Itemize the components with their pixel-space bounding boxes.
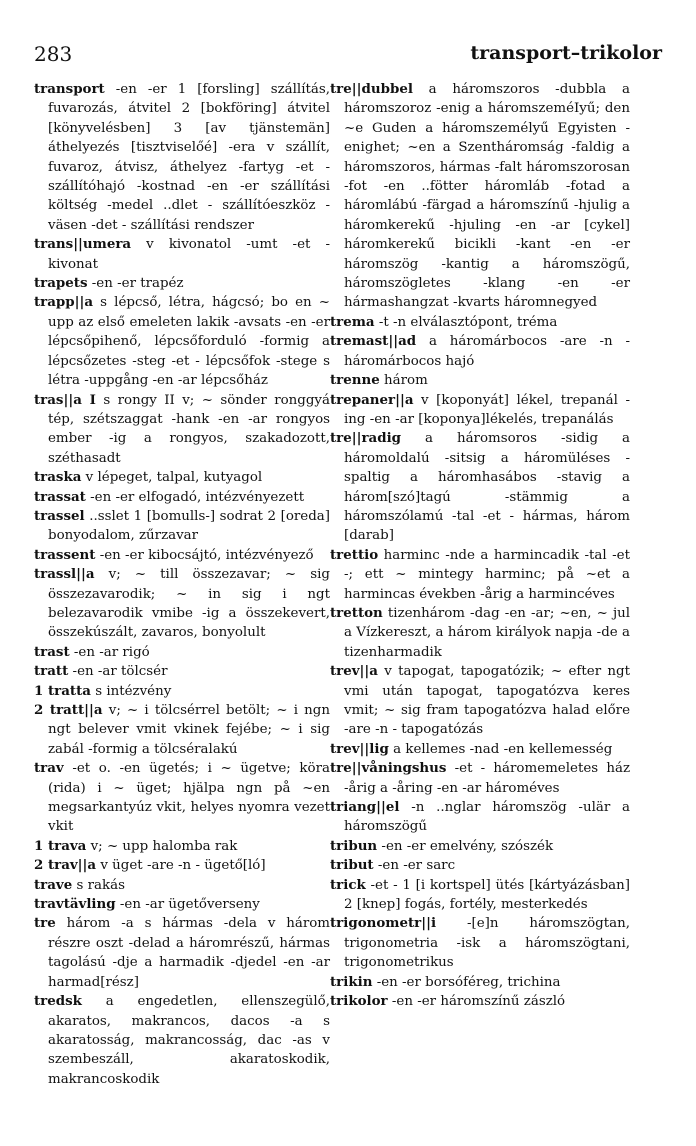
entry-definition: s rakás xyxy=(72,877,125,893)
dictionary-entry xyxy=(330,876,630,915)
entry-headword: triang||el xyxy=(330,799,400,816)
entry-headword: tras||a I xyxy=(34,391,96,408)
entry-definition: a kellemes -nad -en kellemesség xyxy=(388,741,613,757)
entry-headword: trigonometr||i xyxy=(330,915,437,932)
entry-definition: s lépcső, létra, hágcsó; bo en ~ upp az első emeleten lakik -avsats -en -er lépcsőpihenő, lépcsőforduló -formig a lépcsőzetes -steg -et - lépcsőfok -stege s létra -uppgång -en -ar lépcsőház xyxy=(48,295,330,389)
dictionary-entry xyxy=(34,992,330,1089)
dictionary-entry xyxy=(34,701,330,759)
entry-definition: v; ~ till összezavar; ~ sig összezavarodik; ~ in sig i ngt belezavarodik vmibe -ig a összekevert, összekúszált, zavaros, bonyolult xyxy=(48,567,330,641)
entry-definition: s rongy II v; ~ sönder ronggyá tép, szétszaggat -hank -en -ar rongyos ember -ig a rongyos, szakadozott, széthasadt xyxy=(48,392,330,466)
entry-definition: -en -er kibocsájtó, intézvényező xyxy=(95,547,314,563)
entry-headword: tre||dubbel xyxy=(330,81,413,97)
entry-definition: -en -ar rigó xyxy=(69,644,150,660)
entry-definition: a háromsoros -sidig a háromoldalú -sitsig a háromüléses -spaltig a háromhasábos -stavig a három[szó]tagú -stämmig a háromszólamú -tal -et - hármas, három [darab] xyxy=(344,431,630,544)
entry-definition: -en -ar ügetőverseny xyxy=(115,897,260,913)
entry-definition: v lépeget, talpal, kutyagol xyxy=(81,470,263,486)
entry-definition: -n ..nglar háromszög -ulär a háromszögű xyxy=(344,800,630,835)
dictionary-entry xyxy=(330,391,630,430)
dictionary-entry xyxy=(34,488,330,507)
dictionary-entry xyxy=(34,80,330,235)
dictionary-entry xyxy=(330,798,630,837)
entry-definition: v [koponyát] lékel, trepanál -ing -en -ar [koponya]lékelés, trepanálás xyxy=(344,392,630,427)
entry-definition: három xyxy=(379,373,428,389)
dictionary-entry xyxy=(34,507,330,546)
entry-headword: trassent xyxy=(34,546,96,563)
dictionary-entry xyxy=(330,429,630,545)
dictionary-entry xyxy=(34,759,330,837)
entry-definition: -en -er emelvény, szószék xyxy=(377,838,554,854)
dictionary-entry xyxy=(34,643,330,662)
entry-headword: trassl||a xyxy=(34,566,95,583)
entry-definition: v kivonatol -umt -et - kivonat xyxy=(48,237,330,272)
dictionary-entry xyxy=(34,546,330,565)
entry-headword: tre xyxy=(34,915,56,932)
running-head: transport–trikolor xyxy=(470,42,662,64)
entry-headword: 1 trava xyxy=(34,837,87,854)
entry-definition: -t -n elválasztópont, tréma xyxy=(374,314,558,330)
entry-definition: -et - háromemeletes ház -årig a -åring -en -ar hároméves xyxy=(344,761,630,796)
entry-headword: trassat xyxy=(34,488,86,505)
entry-headword: trassel xyxy=(34,507,85,524)
entry-definition: v üget -are -n - ügető[ló] xyxy=(96,858,266,874)
entry-headword: travtävling xyxy=(34,896,116,913)
entry-headword: 2 trav||a xyxy=(34,857,97,874)
entry-definition: s intézvény xyxy=(90,683,172,699)
entry-headword: tretton xyxy=(330,604,383,621)
entry-headword: transport xyxy=(34,81,105,97)
dictionary-entry xyxy=(34,235,330,274)
entry-headword: trapp||a xyxy=(34,294,94,311)
dictionary-entry xyxy=(330,759,630,798)
dictionary-entry xyxy=(330,740,630,759)
dictionary-entry xyxy=(330,604,630,662)
entry-definition: tizenhárom -dag -en -ar; ~en, ~ jul a Vízkereszt, a három királyok napja -de a tizenharmadik xyxy=(344,605,630,660)
dictionary-entry xyxy=(34,876,330,895)
page-header xyxy=(34,42,662,68)
dictionary-entry xyxy=(330,856,630,875)
dictionary-entry xyxy=(330,80,630,313)
left-column xyxy=(34,80,330,1089)
entry-headword: 2 tratt||a xyxy=(34,702,103,718)
entry-headword: tratt xyxy=(34,663,69,680)
entry-definition: v; ~ upp halomba rak xyxy=(86,838,238,854)
dictionary-entry xyxy=(330,332,630,371)
entry-headword: trave xyxy=(34,876,73,893)
entry-definition: -en -er 1 [forsling] szállítás, fuvarozás, átvitel 2 [bokföring] átvitel [könyvelésben] 3 [av tjänstemän] áthelyezés [tisztviselőé] -era v szállít, fuvaroz, átvisz, áthelyez -fartyg -et - szállítóhajó -kostnad -en -er szállítási költség -medel ..dlet - szállítóeszköz -väsen -det - szállítási rendszer xyxy=(48,82,330,233)
dictionary-entry xyxy=(330,313,630,332)
entry-definition: -en -er háromszínű zászló xyxy=(387,994,566,1010)
entry-definition: három -a s hármas -dela v három részre oszt -delad a háromrészű, hármas tagolású -dje a harmadik -djedel -en -ar harmad[rész] xyxy=(48,916,330,990)
page-number: 283 xyxy=(34,42,73,66)
entry-definition: -et - 1 [i kortspel] ütés [kártyázásban] 2 [knep] fogás, fortély, mesterkedés xyxy=(344,877,630,913)
entry-headword: 1 tratta xyxy=(34,682,91,699)
entry-definition: -en -er borsóféreg, trichina xyxy=(372,974,561,990)
dictionary-entry xyxy=(330,973,630,992)
dictionary-entry xyxy=(34,895,330,914)
entry-definition: harminc -nde a harmincadik -tal -et -; ett ~ mintegy harminc; på ~et a harmincas években -årig a harmincéves xyxy=(344,547,630,602)
entry-headword: tribun xyxy=(330,837,378,854)
dictionary-entry xyxy=(34,391,330,469)
entry-headword: trikolor xyxy=(330,993,388,1010)
dictionary-entry xyxy=(330,546,630,604)
entry-definition: -en -er elfogadó, intézvényezett xyxy=(85,489,305,505)
entry-definition: -[e]n háromszögtan, trigonometria -isk a háromszögtani, trigonometrikus xyxy=(344,916,630,971)
entry-headword: trema xyxy=(330,313,375,330)
entry-headword: trapets xyxy=(34,275,88,292)
entry-headword: tre||radig xyxy=(330,430,402,447)
entry-headword: tribut xyxy=(330,857,374,874)
dictionary-entry xyxy=(330,914,630,972)
entry-definition: -en -er trapéz xyxy=(87,276,184,292)
entry-definition: a háromárbocos -are -n - háromárbocos hajó xyxy=(344,334,630,369)
entry-headword: trettio xyxy=(330,546,379,563)
dictionary-entry xyxy=(34,682,330,701)
dictionary-entry xyxy=(34,837,330,856)
entry-definition: a engedetlen, ellenszegülő, akaratos, makrancos, dacos -a s akaratosság, makrancosság, dac -as v szembeszáll, akaratoskodik, makrancoskodik xyxy=(48,994,330,1087)
dictionary-entry xyxy=(34,914,330,992)
entry-headword: tredsk xyxy=(34,993,82,1010)
dictionary-entry xyxy=(34,856,330,875)
entry-headword: trikin xyxy=(330,973,373,990)
entry-headword: trenne xyxy=(330,372,380,389)
entry-headword: trev||a xyxy=(330,663,378,680)
entry-headword: tremast||ad xyxy=(330,333,417,350)
entry-definition: v tapogat, tapogatózik; ~ efter ngt vmi után tapogat, tapogatózva keres vmit; ~ sig fram tapogatózva halad előre -are -n - tapogatózás xyxy=(344,664,630,738)
entry-definition: -en -ar tölcsér xyxy=(68,664,168,680)
entry-definition: -et o. -en ügetés; i ~ ügetve; köra (rida) i ~ üget; hjälpa ngn på ~en megsarkantyúz vkit, helyes nyomra vezet vkit xyxy=(48,761,330,835)
dictionary-entry xyxy=(330,992,630,1011)
dictionary-entry xyxy=(330,371,630,390)
dictionary-entry xyxy=(34,662,330,681)
entry-headword: tre||våningshus xyxy=(330,760,447,777)
entry-definition: ..sslet 1 [bomulls-] sodrat 2 [oreda] bonyodalom, zűrzavar xyxy=(48,508,330,544)
dictionary-entry xyxy=(34,274,330,293)
entry-definition: v; ~ i tölcsérrel betölt; ~ i ngn ngt belever vmit vkinek fejébe; ~ i sig zabál -formig a tölcséralakú xyxy=(48,703,331,757)
entry-definition: -en -er sarc xyxy=(373,858,456,874)
entry-headword: trav xyxy=(34,760,64,777)
entry-headword: trans||umera xyxy=(34,236,132,253)
dictionary-entry xyxy=(330,837,630,856)
entry-definition: a háromszoros -dubbla a háromszoroz -enig a háromszeméIyű; den ~e Guden a háromszemélyű Egyisten -enighet; ~en a Szentháromság -faldig a háromszoros, hármas -falt háromszorosan -fot -en ..fötter háromláb -fotad a háromlábú -färgad a háromszínű -hjulig a háromkerekű -hjuling -en -ar [cykel] háromkerekű bicikli -kant -en -er háromszög -kantig a háromszögű, háromszögletes -klang -en -er hármashangzat -kvarts háromnegyed xyxy=(344,82,630,311)
dictionary-entry xyxy=(34,293,330,390)
entry-headword: trick xyxy=(330,876,366,893)
entry-headword: trev||lig xyxy=(330,740,389,757)
entry-headword: traska xyxy=(34,469,82,486)
dictionary-entry xyxy=(34,468,330,487)
dictionary-entry xyxy=(34,565,330,643)
entry-headword: trepaner||a xyxy=(330,391,414,408)
dictionary-entry xyxy=(330,662,630,740)
right-column xyxy=(330,80,630,1012)
entry-headword: trast xyxy=(34,643,70,660)
